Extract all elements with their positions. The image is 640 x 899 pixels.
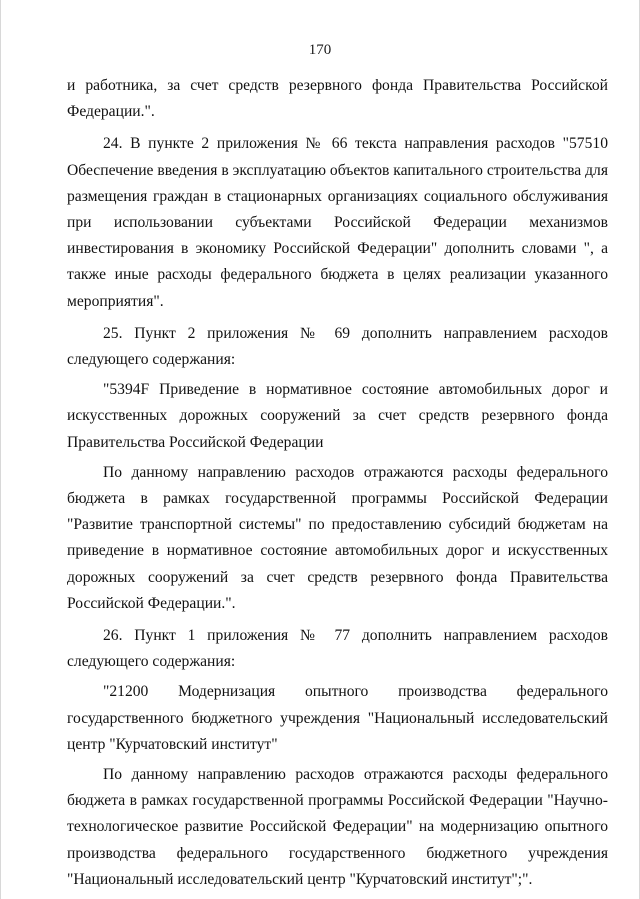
document-body <box>67 73 608 899</box>
paragraph-code-5394F: "5394F Приведение в нормативное состояние автомобильных дорог и искусственных дорожных сооружений за счет средств резервного фонда Правительства Российской Федерации <box>67 381 608 451</box>
page-number: 170 <box>308 42 332 58</box>
paragraph-item-24: 24. В пункте 2 приложения № 66 текста направления расходов "57510 Обеспечение введения в эксплуатацию объектов капитального строительства для размещения граждан в стационарных организациях социального обслуживания при использовании субъектами Российской Федерации механизмов инвестирования в экономику Российской Федерации" дополнить словами ", а также иные расходы федерального бюджета в целях реализации указанного мероприятия". <box>67 135 608 310</box>
paragraph-code-21200: "21200 Модернизация опытного производства федерального государственного бюджетного учреждения "Национальный исследовательский центр "Курчатовский институт" <box>67 683 608 753</box>
paragraph-description-21200: По данному направлению расходов отражаются расходы федерального бюджета в рамках государственной программы Российской Федерации "Научно-технологическое развитие Российской Федерации" на модернизацию опытного производства федерального государственного бюджетного учреждения "Национальный исследовательский центр "Курчатовский институт";". <box>67 766 608 888</box>
paragraph-item-25: 25. Пункт 2 приложения № 69 дополнить направлением расходов следующего содержания: <box>67 324 608 369</box>
paragraph-continuation: и работника, за счет средств резервного фонда Правительства Российской Федерации.". <box>67 77 608 121</box>
paragraph-item-26: 26. Пункт 1 приложения № 77 дополнить направлением расходов следующего содержания: <box>67 627 608 671</box>
paragraph-description-5394F: По данному направлению расходов отражаются расходы федерального бюджета в рамках государственной программы Российской Федерации "Развитие транспортной системы" по предоставлению субсидий бюджетам на приведение в нормативное состояние автомобильных дорог и искусственных дорожных сооружений за счет средств резервного фонда Правительства Российской Федерации.". <box>67 463 608 612</box>
